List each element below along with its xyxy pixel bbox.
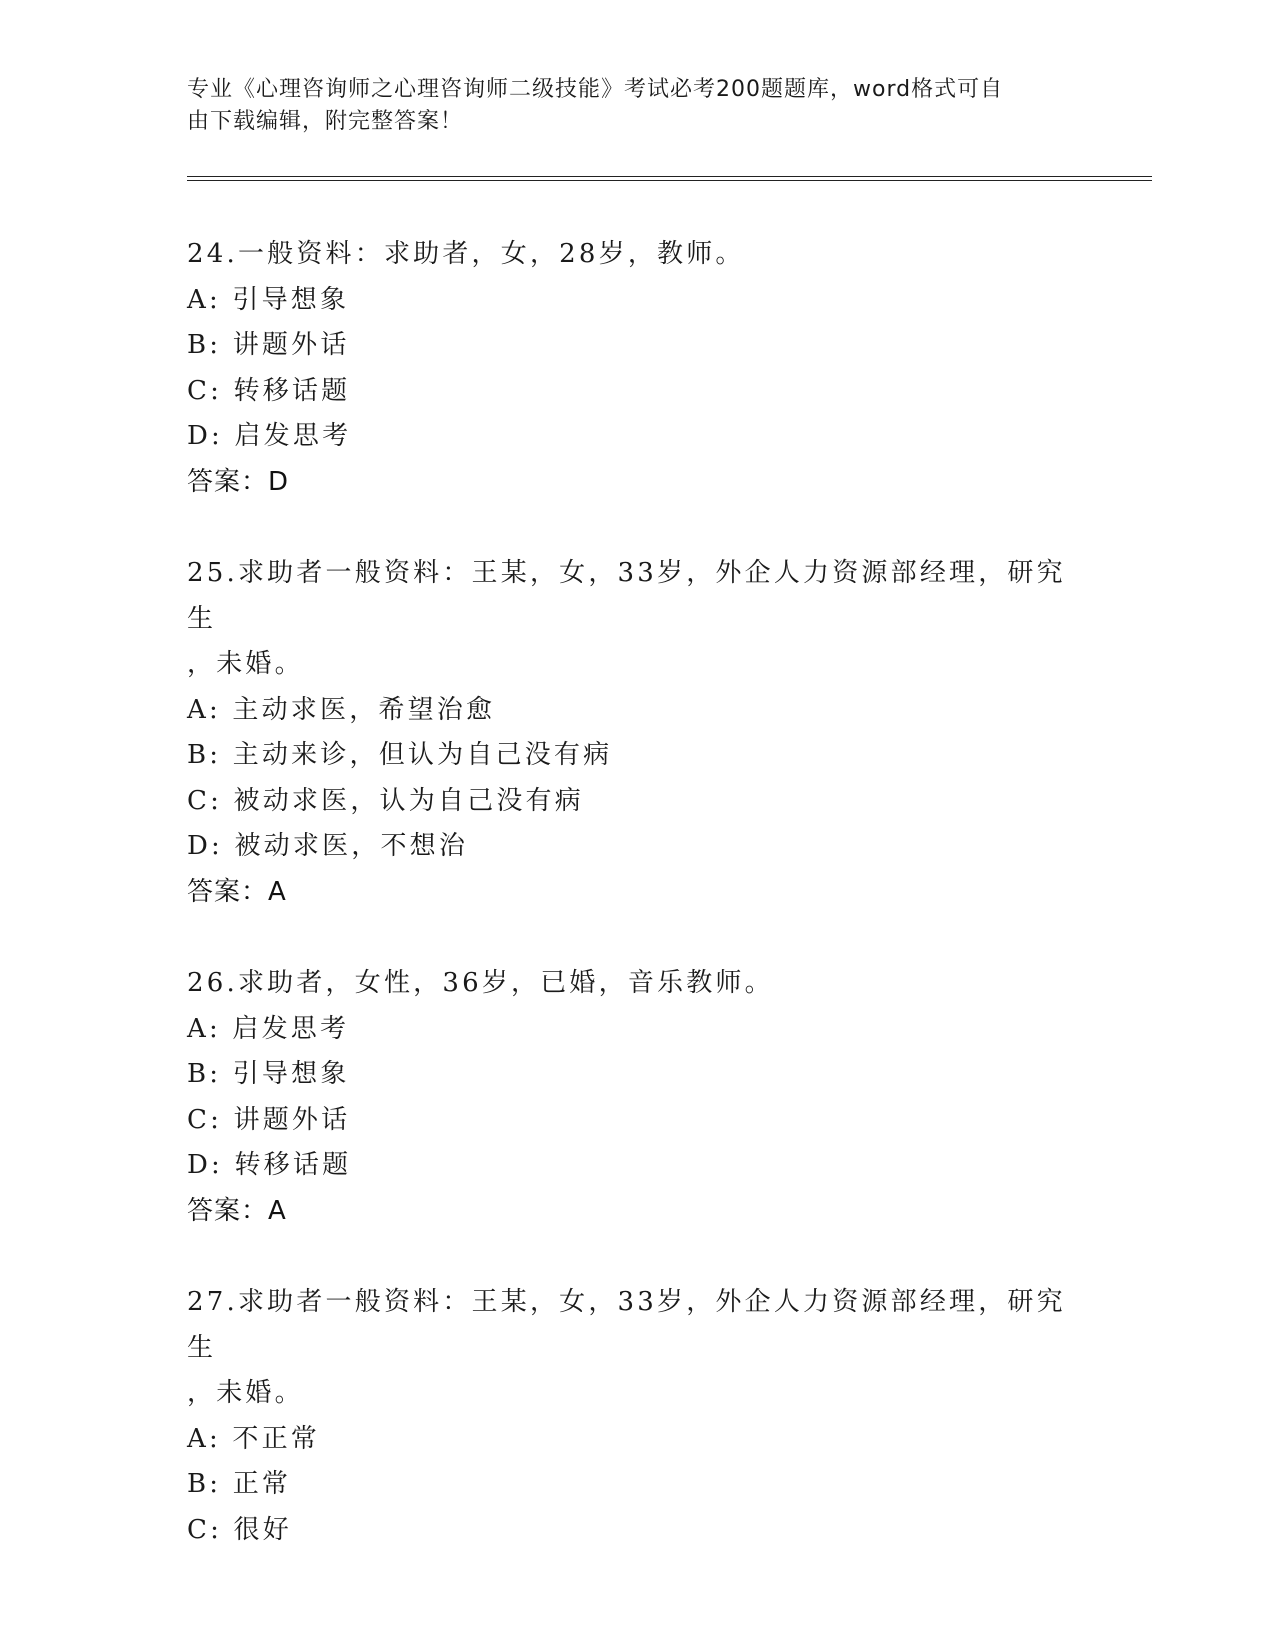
question-stem-continued: ，未婚。 xyxy=(187,649,304,679)
option-b: B: 讲题外话 xyxy=(187,330,350,360)
question-27 xyxy=(187,1280,1087,1553)
answer: 答案：D xyxy=(187,466,290,497)
option-d: D: 被动求医，不想治 xyxy=(187,831,469,861)
option-a: A: 主动求医，希望治愈 xyxy=(187,694,496,725)
option-a: A: 引导想象 xyxy=(187,284,350,315)
option-a: A: 启发思考 xyxy=(187,1013,350,1044)
question-24 xyxy=(187,232,1087,505)
option-c: C: 很好 xyxy=(187,1514,292,1545)
question-25 xyxy=(187,551,1087,915)
question-stem: 26.求助者，女性，36岁，已婚，音乐教师。 xyxy=(187,968,774,998)
option-c: C: 讲题外话 xyxy=(187,1104,351,1135)
option-b: B: 主动来诊，但认为自己没有病 xyxy=(187,740,613,770)
option-a: A: 不正常 xyxy=(187,1423,321,1454)
header-line-1: 专业《心理咨询师之心理咨询师二级技能》考试必考200题题库，word格式可自 xyxy=(187,77,1004,102)
header-divider xyxy=(187,176,1152,181)
question-stem-continued: ，未婚。 xyxy=(187,1378,304,1408)
option-d: D: 转移话题 xyxy=(187,1150,352,1180)
header-line-2: 由下载编辑，附完整答案！ xyxy=(187,109,464,134)
option-b: B: 正常 xyxy=(187,1469,292,1499)
question-stem: 27.求助者一般资料：王某，女，33岁，外企人力资源部经理，研究生 xyxy=(187,1287,1066,1363)
option-b: B: 引导想象 xyxy=(187,1059,350,1089)
option-d: D: 启发思考 xyxy=(187,421,352,451)
answer: 答案：A xyxy=(187,876,287,907)
question-stem: 24.一般资料：求助者，女，28岁，教师。 xyxy=(187,239,745,269)
answer: 答案：A xyxy=(187,1195,287,1226)
option-c: C: 转移话题 xyxy=(187,375,351,406)
option-c: C: 被动求医，认为自己没有病 xyxy=(187,785,584,816)
question-stem: 25.求助者一般资料：王某，女，33岁，外企人力资源部经理，研究生 xyxy=(187,558,1066,634)
question-list xyxy=(187,232,1087,1599)
question-26 xyxy=(187,961,1087,1234)
document-header xyxy=(187,74,1067,138)
